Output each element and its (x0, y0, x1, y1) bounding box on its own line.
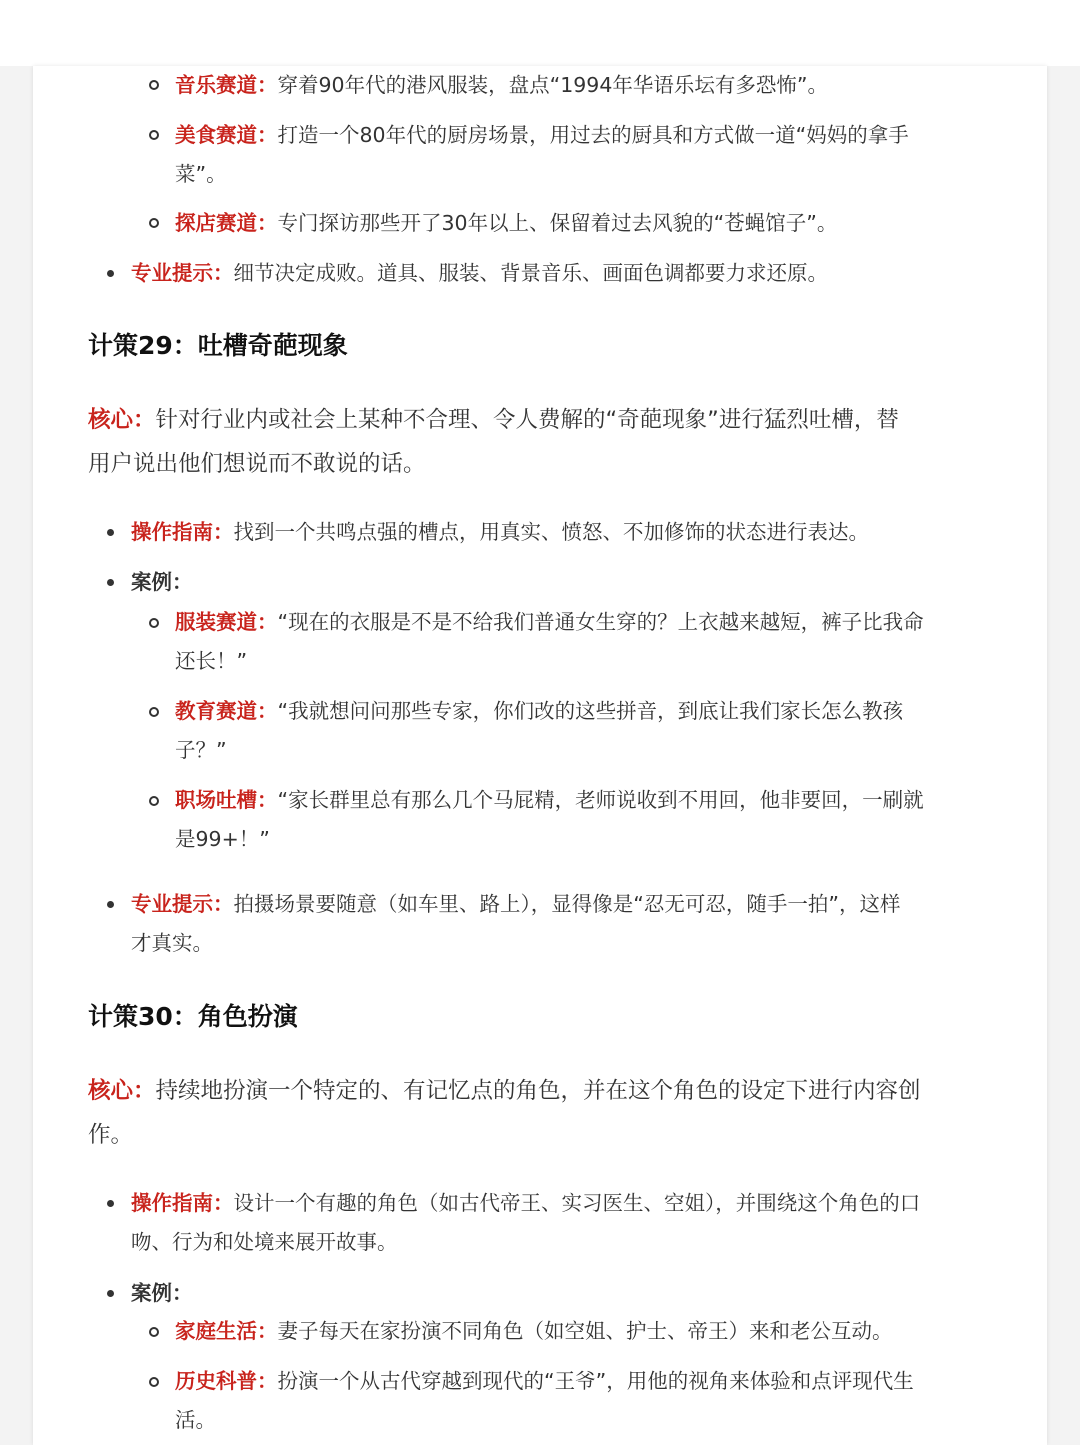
tip-text: 细节决定成败。道具、服装、背景音乐、画面色调都要力求还原。 (233, 261, 828, 285)
list-item-food-cont: 菜”。 (175, 162, 227, 186)
core-text: 针对行业内或社会上某种不合理、令人费解的“奇葩现象”进行猛烈吐槽，替 (155, 407, 899, 433)
section-heading-29: 计策29：吐槽奇葩现象 (88, 331, 348, 360)
sub-bullet (149, 1377, 159, 1387)
case-family (175, 1312, 893, 1351)
list-item-food (175, 116, 909, 155)
case-label: 历史科普： (175, 1369, 278, 1393)
tip-item-29-cont: 才真实。 (131, 931, 213, 955)
list-item-music (175, 66, 828, 105)
case-text: 扮演一个从古代穿越到现代的“王爷”，用他的视角来体验和点评现代生 (277, 1369, 914, 1393)
case-text: “现在的衣服是不是不给我们普通女生穿的？上衣越来越短，裤子比我命 (277, 610, 924, 634)
case-label: 家庭生活： (175, 1319, 278, 1343)
guide-label: 操作指南： (131, 520, 234, 544)
guide-label: 操作指南： (131, 1191, 234, 1215)
bullet (107, 579, 114, 586)
bullet (107, 270, 114, 277)
case-clothing (175, 603, 924, 642)
core-text: 持续地扮演一个特定的、有记忆点的角色，并在这个角色的设定下进行内容创 (155, 1078, 921, 1104)
list-item-shop (175, 204, 837, 243)
item-label: 探店赛道： (175, 211, 278, 235)
case-text: 妻子每天在家扮演不同角色（如空姐、护士、帝王）来和老公互动。 (277, 1319, 893, 1343)
case-clothing-cont: 还长！” (175, 649, 248, 673)
core-paragraph-30 (88, 1070, 921, 1113)
case-history (175, 1362, 914, 1401)
guide-item-30 (131, 1184, 920, 1223)
tip-label: 专业提示： (131, 261, 234, 285)
core-paragraph-29 (88, 399, 899, 442)
bullet (107, 1290, 114, 1297)
core-paragraph-29-cont: 用户说出他们想说而不敢说的话。 (88, 451, 426, 477)
bullet (107, 901, 114, 908)
core-paragraph-30-cont: 作。 (88, 1122, 134, 1148)
case-label: 教育赛道： (175, 699, 278, 723)
case-workplace-cont: 是99+！” (175, 827, 270, 851)
item-text: 穿着90年代的港风服装，盘点“1994年华语乐坛有多恐怖”。 (277, 73, 828, 97)
bullet (107, 1200, 114, 1207)
tip-label: 专业提示： (131, 892, 234, 916)
core-label: 核心： (88, 407, 156, 433)
sub-bullet (149, 1327, 159, 1337)
core-label: 核心： (88, 1078, 156, 1104)
bullet (107, 529, 114, 536)
tip-text: 拍摄场景要随意（如车里、路上），显得像是“忍无可忍，随手一拍”，这样 (233, 892, 901, 916)
guide-item-30-cont: 吻、行为和处境来展开故事。 (131, 1230, 398, 1254)
sub-bullet (149, 80, 159, 90)
sub-bullet (149, 796, 159, 806)
case-label: 服装赛道： (175, 610, 278, 634)
case-text: “家长群里总有那么几个马屁精，老师说收到不用回，他非要回，一刷就 (277, 788, 924, 812)
tip-item-29 (131, 885, 901, 924)
case-text: “我就想问问那些专家，你们改的这些拼音，到底让我们家长怎么教孩 (277, 699, 904, 723)
sub-bullet (149, 707, 159, 717)
cases-label-30: 案例： (131, 1281, 193, 1305)
case-workplace (175, 781, 924, 820)
item-text: 打造一个80年代的厨房场景，用过去的厨具和方式做一道“妈妈的拿手 (277, 123, 909, 147)
case-education-cont: 子？” (175, 738, 227, 762)
cases-label-29: 案例： (131, 570, 193, 594)
guide-item-29 (131, 513, 869, 552)
item-label: 音乐赛道： (175, 73, 278, 97)
item-text: 专门探访那些开了30年以上、保留着过去风貌的“苍蝇馆子”。 (277, 211, 838, 235)
section-heading-30: 计策30：角色扮演 (88, 1002, 298, 1031)
sub-bullet (149, 618, 159, 628)
case-label: 职场吐槽： (175, 788, 278, 812)
sub-bullet (149, 130, 159, 140)
guide-text: 设计一个有趣的角色（如古代帝王、实习医生、空姐），并围绕这个角色的口 (233, 1191, 921, 1215)
case-history-cont: 活。 (175, 1408, 216, 1432)
guide-text: 找到一个共鸣点强的槽点，用真实、愤怒、不加修饰的状态进行表达。 (233, 520, 869, 544)
item-label: 美食赛道： (175, 123, 278, 147)
case-education (175, 692, 903, 731)
tip-item (131, 254, 828, 293)
sub-bullet (149, 218, 159, 228)
